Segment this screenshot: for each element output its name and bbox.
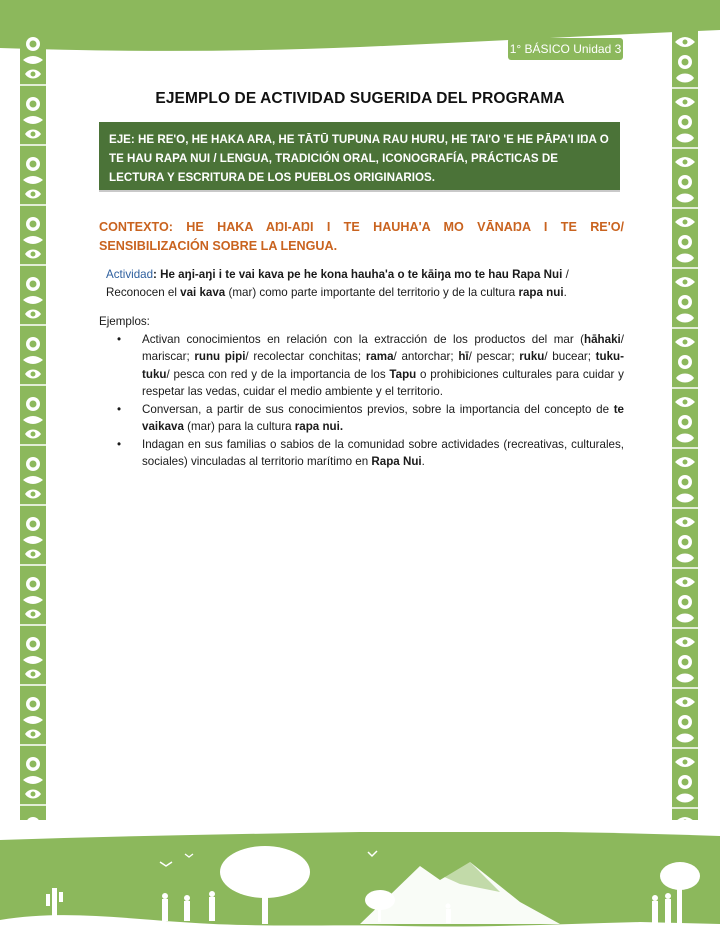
page-title: EJEMPLO DE ACTIVIDAD SUGERIDA DEL PROGRAMA: [155, 90, 565, 107]
example-text: / recolectar conchitas;: [245, 350, 366, 363]
context-heading: CONTEXTO: HE HAKA AŊI-AŊI I TE HAUHA'A MO VĀNAŊA I TE RE'O/ SENSIBILIZACIÓN SOBRE LA LENGUA.: [99, 220, 624, 253]
example-list-item: [99, 331, 624, 401]
eje-text: EJE: HE RE'O, HE HAKA ARA, HE TĀTŪ TUPUNA RAU HURU, HE TAI'O 'E HE PĀPA'I IŊA O TE HAU RAPA NUI / LENGUA, TRADICIÓN ORAL, ICONOGRAFÍA, PRÁCTICAS DE LECTURA Y ESCRITURA DE LOS PUEBLOS ORIGINARIOS.: [109, 133, 609, 184]
activity-paragraph: [106, 266, 624, 302]
example-term: runu pipi: [194, 350, 246, 363]
example-term: ruku: [519, 350, 545, 363]
example-list-item: [99, 436, 624, 471]
example-text: / antorchar;: [393, 350, 459, 363]
examples-list: [99, 331, 624, 471]
example-text: (mar) para la cultura: [183, 420, 295, 433]
example-list-item: [99, 401, 624, 436]
activity-text-end: .: [563, 286, 567, 299]
activity-term-rapa-nui: rapa nui: [518, 286, 564, 299]
bullet-icon: •: [117, 402, 122, 416]
example-text: Indagan en sus familias o sabios de la comunidad sobre actividades (recreativas, culturales, sociales) vinculadas al territorio marítimo en: [142, 437, 624, 468]
example-term: te vaikava: [142, 402, 624, 433]
example-text: / mariscar;: [142, 332, 624, 363]
activity-term-vai-kava: vai kava: [180, 286, 226, 299]
example-text: / pesca con red y de la importancia de los: [166, 367, 390, 381]
activity-rapanui-text: He aŋi-aŋi i te vai kava pe he kona hauha'a o te kāiŋa mo te hau Rapa Nui: [160, 268, 563, 281]
bullet-icon: •: [117, 437, 122, 451]
examples-label: Ejemplos:: [99, 315, 150, 328]
example-term: Rapa Nui: [371, 455, 422, 468]
example-text: / pescar;: [468, 350, 520, 363]
activity-label: Actividad: [106, 268, 154, 281]
example-text: o prohibiciones culturales para cuidar y respetar las vedas, cuidar el medio ambiente y el territorio.: [142, 367, 624, 398]
example-text: .: [421, 455, 425, 468]
examples-section: [99, 313, 624, 471]
example-term: hāhaki: [584, 332, 621, 346]
activity-text: (mar) como parte importante del territorio y de la cultura: [225, 286, 519, 299]
example-term: tuku-tuku: [142, 350, 624, 381]
rapa-nui-pattern-border-right-icon: [672, 30, 698, 820]
example-term: hī: [458, 350, 469, 363]
bullet-icon: •: [117, 332, 122, 346]
landscape-silhouette-icon: [0, 832, 720, 932]
example-text: Conversan, a partir de sus conocimientos previos, sobre la importancia del concepto de: [142, 402, 614, 416]
rapa-nui-pattern-border-left-icon: [20, 30, 46, 820]
example-term: rama: [365, 350, 394, 363]
example-term: rapa nui.: [294, 420, 344, 433]
example-term: Tapu: [389, 367, 417, 381]
unit-badge: 1° BÁSICO Unidad 3: [508, 38, 623, 60]
example-text: / bucear;: [544, 350, 596, 363]
activity-text: / Reconocen el: [106, 268, 569, 299]
activity-colon: :: [153, 268, 161, 281]
example-text: Activan conocimientos en relación con la extracción de los productos del mar (: [142, 332, 585, 346]
eje-box: [99, 122, 620, 192]
